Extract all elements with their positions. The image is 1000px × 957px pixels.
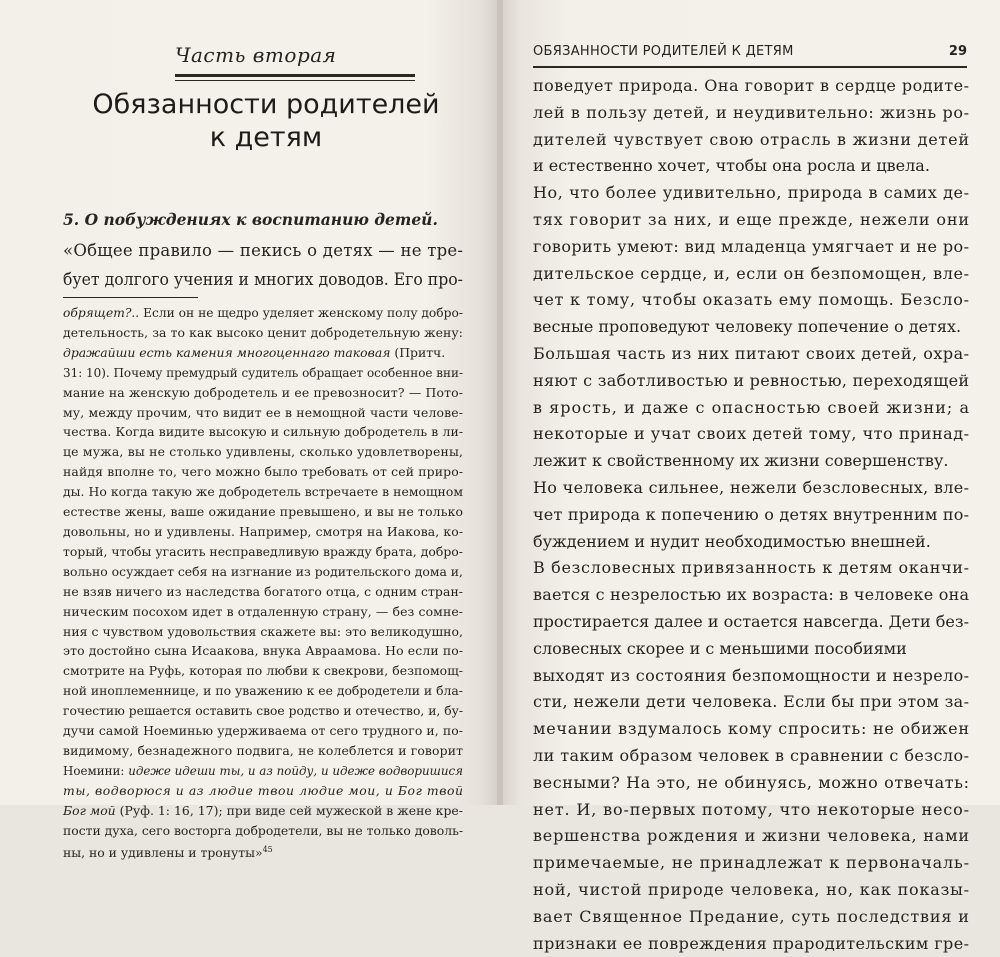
footnote-line: ды. Но когда такую же добродетель встречаете в немощном xyxy=(63,482,463,502)
text-line: простирается далее и остается навсегда. Дети без- xyxy=(533,609,971,636)
left-page xyxy=(0,0,500,805)
text-line: нет. И, во-первых потому, что некоторые несо- xyxy=(533,797,971,824)
footnote-line: дучи самой Ноеминью удерживаема от сего трудного и, по- xyxy=(63,721,463,741)
footnote-line: 31: 10). Почему премудрый судитель обращает особенное вни- xyxy=(63,363,449,383)
part-title: Часть вторая xyxy=(175,43,336,67)
text-line: некоторые и учат своих детей тому, что принад- xyxy=(533,421,971,448)
text-line: ной, чистой природе человека, но, как показы- xyxy=(533,877,971,904)
text-line: сти, нежели дети человека. Если бы при этом за- xyxy=(533,689,971,716)
footnote-line: ной иноплеменнице, и по уважению к ее добродетели и бла- xyxy=(63,681,463,701)
footnote-line: ническим посохом идет в отдаленную страну, — без сомне- xyxy=(63,602,463,622)
footnote-line: гочестию решается оставить свое родство и отечество, и, бу- xyxy=(63,701,460,721)
footnote-line: вольно осуждает себя на изгнание из родительского дома и, xyxy=(63,562,463,582)
footnote-line: найдя вполне то, чего можно было требовать от сей приро- xyxy=(63,462,463,482)
footnote-line: ния с чувством удовольствия скажете вы: это великодушно, xyxy=(63,622,463,642)
footnote-line: довольны, но и удивлены. Например, смотря на Иакова, ко- xyxy=(63,522,463,542)
text-line: мечании вздумалось кому спросить: не обижен xyxy=(533,716,971,743)
text-line: Но человека сильнее, нежели безсловесных, вле- xyxy=(533,475,971,502)
footnote-line: видимому, безнадежного подвига, не колеблется и говорит xyxy=(63,741,463,761)
footnote-line: торый, чтобы угасить несправедливую вражду брата, добро- xyxy=(63,542,463,562)
chapter-title xyxy=(70,88,462,154)
footnote-line: это достойно сына Исаакова, внука Авраамова. Но если по- xyxy=(63,641,463,661)
footnote-line: ны, но и удивлены и тронуты»$^{45}$ xyxy=(63,840,463,863)
text-line: говорить умеют: вид младенца умягчает и не ро- xyxy=(533,234,971,261)
text-line: вершенства рождения и жизни человека, нами xyxy=(533,823,971,850)
text-line: чет к тому, чтобы оказать ему помощь. Безсло- xyxy=(533,287,971,314)
chapter-title-line-2: к детям xyxy=(70,121,462,154)
footnote-line: ты, водворюся и аз людие твои людие мои, и Бог твой xyxy=(63,781,463,801)
text-line: признаки ее повреждения прародительским гре- xyxy=(533,931,971,957)
right-main-text xyxy=(533,73,971,957)
text-line: поведует природа. Она говорит в сердце родите- xyxy=(533,73,971,100)
footnote-line: Бог мой (Руф. 1: 16, 17); при виде сей мужеской в жене кре- xyxy=(63,801,463,821)
chapter-title-line-1: Обязанности родителей xyxy=(70,88,462,121)
text-line: Большая часть из них питают своих детей, охра- xyxy=(533,341,971,368)
footnote-line: це мужа, вы не столько удивлены, сколько удовлетворены, xyxy=(63,442,463,462)
footnote-line: Ноемини: идеже идеши ты, и аз пойду, и идеже водворишися xyxy=(63,761,446,781)
footnote-line: чества. Когда видите высокую и сильную добродетель в ли- xyxy=(63,422,463,442)
text-line: тях говорит за них, и еще прежде, нежели они xyxy=(533,207,971,234)
section-title: 5. О побуждениях к воспитанию детей. xyxy=(63,210,438,229)
text-line: вает Священное Предание, суть последствия и xyxy=(533,904,971,931)
text-line: ли таким образом человек в сравнении с безсло- xyxy=(533,743,971,770)
footnote-line: му, между прочим, что видит ее в немощной части челове- xyxy=(63,403,463,423)
text-line: няют с заботливостью и ревностью, переходящей xyxy=(533,368,971,395)
text-line: дителей чувствует свою отрасль в жизни детей xyxy=(533,127,971,154)
footnote-line: не взяв ничего из наследства богатого отца, с одним стран- xyxy=(63,582,463,602)
text-line: лей в пользу детей, и неудивительно: жизнь ро- xyxy=(533,100,971,127)
text-line: В безсловесных привязанность к детям оканчи- xyxy=(533,555,971,582)
running-head-rule xyxy=(533,66,967,68)
text-line: примечаемые, не принадлежат к первоначаль- xyxy=(533,850,971,877)
text-line: в ярость, и даже с опасностью своей жизни; а xyxy=(533,395,971,422)
footnote-rule xyxy=(63,297,198,298)
text-line: «Общее правило — пекись о детях — не тре- xyxy=(63,236,463,265)
text-line: бует долгого учения и многих доводов. Его про- xyxy=(63,265,443,294)
running-head: ОБЯЗАННОСТИ РОДИТЕЛЕЙ К ДЕТЯМ xyxy=(533,44,794,59)
footnote xyxy=(63,303,463,864)
footnote-line: мание на женскую добродетель и ее превозносит? — Пото- xyxy=(63,383,463,403)
text-line: выходят из состояния безпомощности и незрело- xyxy=(533,663,971,690)
text-line: вается с незрелостью их возраста: в человеке она xyxy=(533,582,971,609)
text-line: словесных скорее и с меньшими пособиями xyxy=(533,636,971,663)
left-main-text xyxy=(63,236,463,294)
text-line: чет природа к попечению о детях внутренним по- xyxy=(533,502,971,529)
text-line: весными? На это, не обинуясь, можно отвечать: xyxy=(533,770,971,797)
text-line: Но, что более удивительно, природа в самих де- xyxy=(533,180,971,207)
footnote-line: естестве жены, ваше ожидание превышено, и вы не только xyxy=(63,502,463,522)
footnote-reference: 45 xyxy=(263,845,273,854)
footnote-line: детельность, за то как высоко ценит добродетельную жену: xyxy=(63,323,463,343)
text-line: лежит к свойственному их жизни совершенству. xyxy=(533,448,971,475)
text-line: буждением и нудит необходимостью внешней. xyxy=(533,529,971,556)
text-line: весные проповедуют человеку попечение о детях. xyxy=(533,314,971,341)
footnote-line: обрящет?.. Если он не щедро уделяет женскому полу добро- xyxy=(63,303,458,323)
title-rule-thick xyxy=(175,74,415,77)
text-line: и естественно хочет, чтобы она росла и цвела. xyxy=(533,153,971,180)
text-line: дительское сердце, и, если он безпомощен, вле- xyxy=(533,261,971,288)
footnote-line: смотрите на Руфь, которая по любви к свекрови, безпомощ- xyxy=(63,661,463,681)
book-gutter xyxy=(497,0,503,805)
footnote-line: дражайши есть камения многоценнаго таковая (Притч. xyxy=(63,343,463,363)
page-number: 29 xyxy=(940,44,967,59)
title-rule-thin xyxy=(175,80,415,81)
footnote-line: пости духа, сего восторга добродетели, вы не только доволь- xyxy=(63,821,463,841)
